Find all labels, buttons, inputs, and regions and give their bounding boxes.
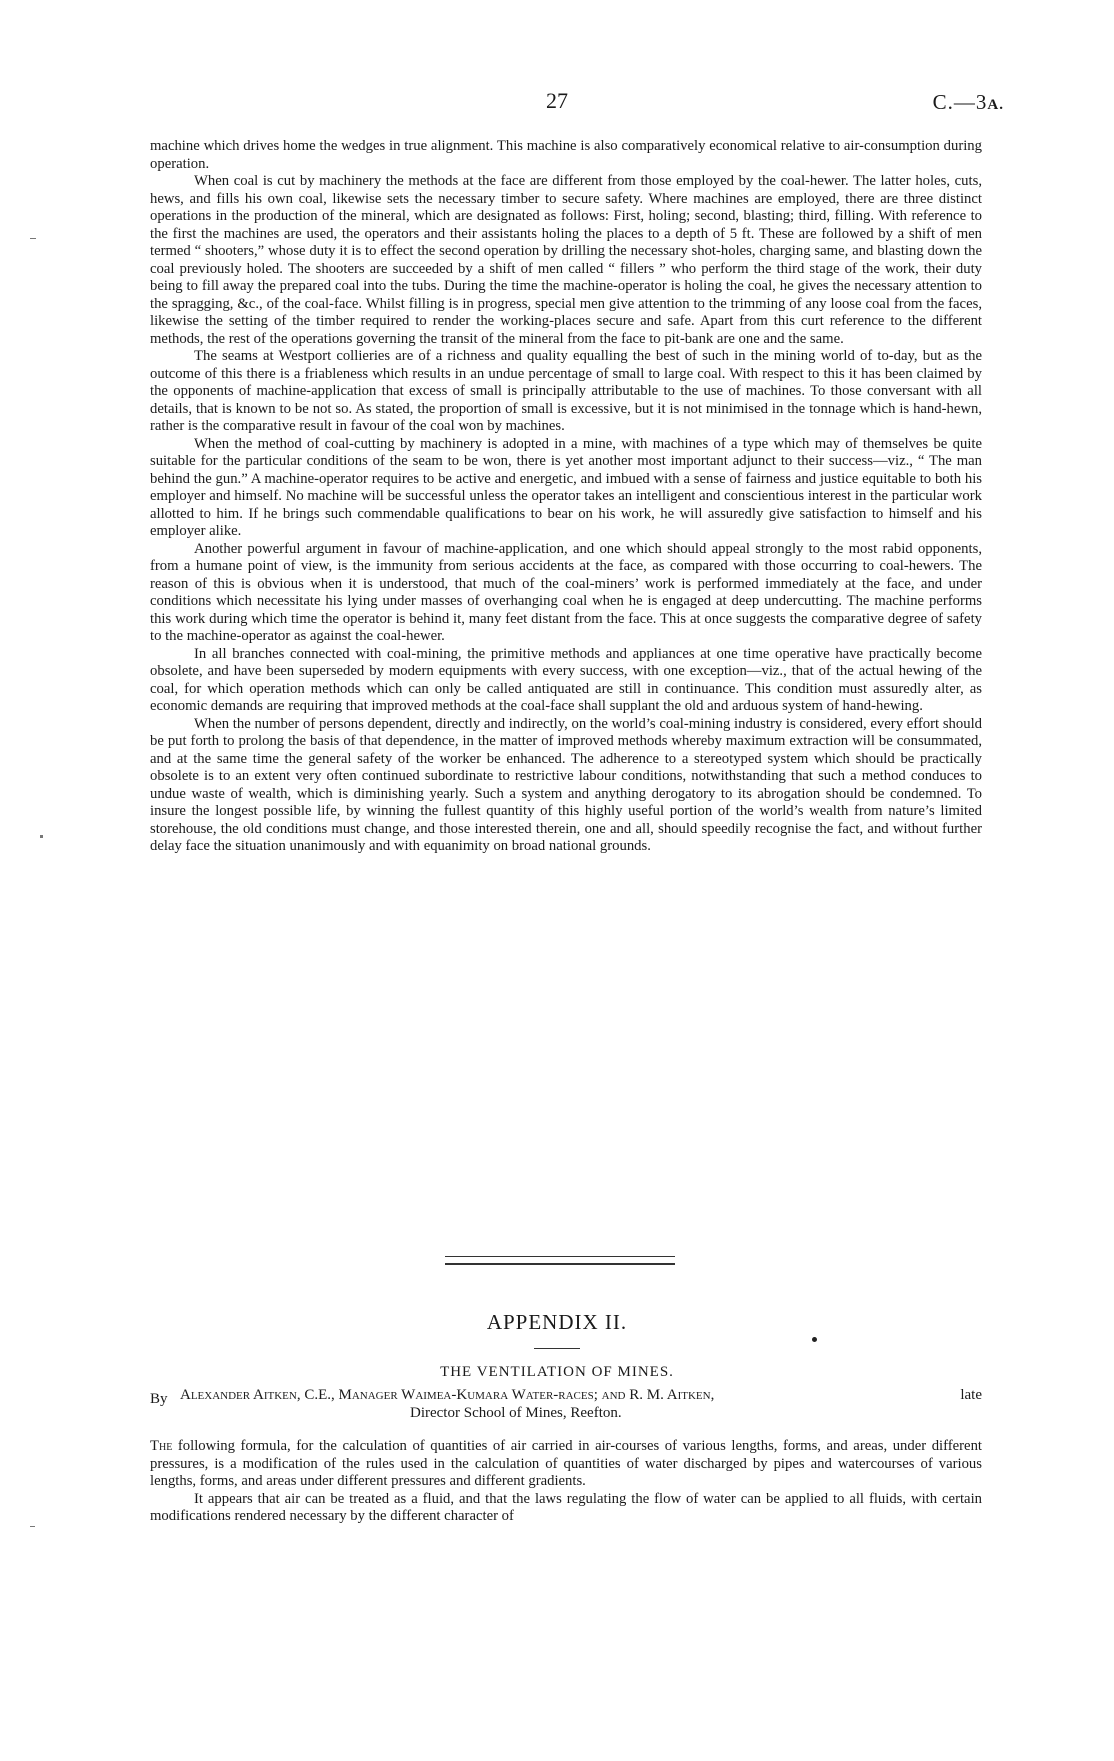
paragraph: When coal is cut by machinery the methods at the face are different from those employed by the coal-hewer. The latter holes, cuts, hews, and fills his own coal, likewise sets the necessary timber to secure safety. Where machines are employed, there are three distinct operations in the production of the mineral, which are designated as follows: First, holing; second, blasting; third, filling. With reference to the first the machines are used, the operators and their assistants holing the places to a depth of 5 ft. These are followed by a shift of men termed “ shooters,” whose duty it is to effect the second operation by drilling the necessary shot-holes, charging same, and blasting down the coal previously holed. The shooters are succeeded by a shift of men called “ fillers ” who perform the third stage of the work, their duty being to fill away the prepared coal into the tubs. During the time the machine-operator is holing the coal, he gives the necessary attention to the spragging, &c., of the coal-face. Whilst filling is in progress, special men give attention to the trimming of any loose coal from the faces, likewise the setting of the timber required to render the working-places secure and safe. Apart from this curt reference to the different methods, the rest of the operations governing the transit of the mineral from the face to pit-bank are one and the same.	[150, 173, 982, 347]
main-body-text	[150, 138, 982, 856]
lead-word: The	[150, 1438, 173, 1454]
print-speck	[812, 1337, 817, 1342]
title-underline	[534, 1348, 580, 1349]
appendix-body-text	[150, 1438, 982, 1526]
document-code-main: C.—3	[932, 90, 988, 114]
document-code-suffix: A.	[987, 97, 1004, 113]
margin-mark	[30, 1526, 35, 1527]
by-label: By	[150, 1391, 168, 1407]
margin-mark	[30, 238, 36, 239]
author-title: Director School of Mines, Reefton.	[410, 1405, 622, 1421]
paragraph: The seams at Westport collieries are of a richness and quality equalling the best of such in the mining world of to-day, but as the outcome of this there is a friableness which results in an undue percentage of small to large coal. With respect to this it has been claimed by the opponents of machine-application that excess of small is principally attributable to the use of machines. To those conversant with all details, that is known to be not so. As stated, the proportion of small is excessive, but it is not minimised in the tonnage which is hand-hewn, rather is the comparative result in favour of the coal won by machines.	[150, 348, 982, 434]
paragraph: When the number of persons dependent, directly and indirectly, on the world’s coal-mining industry is considered, every effort should be put forth to prolong the basis of that dependence, in the matter of improved methods whereby maximum extraction will be consummated, and at the same time the general safety of the worker be enhanced. The adherence to a stereotyped system which should be practically obsolete is to an extent very often continued subordinate to restrictive labour conditions, notwithstanding that such a method conduces to undue waste of wealth, which is diminishing yearly. Such a system and anything derogatory to its abrogation should be condemned. To insure the longest possible life, by winning the fullest quantity of this highly useful portion of the world’s wealth from nature’s limited storehouse, the old conditions must change, and those interested therein, one and all, should speedily recognise the fact, and without further delay face the situation unanimously and with equanimity on broad national grounds.	[150, 715, 982, 854]
paragraph	[150, 1438, 982, 1491]
section-divider-double-rule	[445, 1256, 675, 1265]
paragraph: Another powerful argument in favour of machine-application, and one which should appeal strongly to the most rabid opponents, from a humane point of view, is the immunity from serious accidents at the face, as compared with those occurring to coal-hewers. The reason of this is obvious when it is understood, that much of the coal-miners’ work is performed immediately at the face, and under conditions which necessitate his lying under masses of overhanging coal when he is engaged at deep undercutting. The machine performs this work during which time the operator is behind it, many feet distant from the face. This at once suggests the comparative degree of safety to the machine-operator as against the coal-hewer.	[150, 540, 982, 644]
paragraph-text: following formula, for the calculation of quantities of air carried in air-courses of various lengths, forms, and areas, under different pressures, is a modification of the rules used in the calculation of quantities of water discharged by pipes and watercourses of various lengths, forms, and areas under different pressures and different gradients.	[150, 1438, 982, 1489]
document-code	[933, 90, 1004, 115]
paragraph: In all branches connected with coal-mining, the primitive methods and appliances at one time operative have practically become obsolete, and have been superseded by modern equipments with every success, with one exception—viz., that of the actual hewing of the coal, for which operation methods which can only be called antiquated are still in continuance. This condition must assuredly alter, as economic demands are requiring that improved methods at the coal-face shall supplant the old and arduous system of hand-hewing.	[150, 645, 982, 714]
margin-mark	[40, 835, 43, 838]
appendix-title: APPENDIX II.	[486, 1310, 628, 1334]
page-number: 27	[546, 88, 568, 113]
paragraph: When the method of coal-cutting by machinery is adopted in a mine, with machines of a type which may of themselves be quite suitable for the particular conditions of the seam to be won, there is yet another most important adjunct to their success—viz., “ The man behind the gun.” A machine-operator requires to be active and energetic, and imbued with a sense of fairness and justice equitable to both his employer and himself. No machine will be successful unless the operator takes an intelligent and conscientious interest in the particular work allotted to him. If he brings such commendable qualifications to bear on his work, he will assuredly give satisfaction to himself and his employer alike.	[150, 435, 982, 539]
paragraph: machine which drives home the wedges in true alignment. This machine is also comparatively economical relative to air-consumption during operation.	[150, 138, 982, 172]
appendix-subtitle: THE VENTILATION OF MINES.	[440, 1364, 674, 1380]
author-late: late	[960, 1387, 982, 1403]
paragraph: It appears that air can be treated as a fluid, and that the laws regulating the flow of water can be applied to all fluids, with certain modifications rendered necessary by the different character of	[150, 1490, 982, 1524]
author-names: Alexander Aitken, C.E., Manager Waimea-Kumara Water-races; and R. M. Aitken,	[180, 1387, 715, 1403]
